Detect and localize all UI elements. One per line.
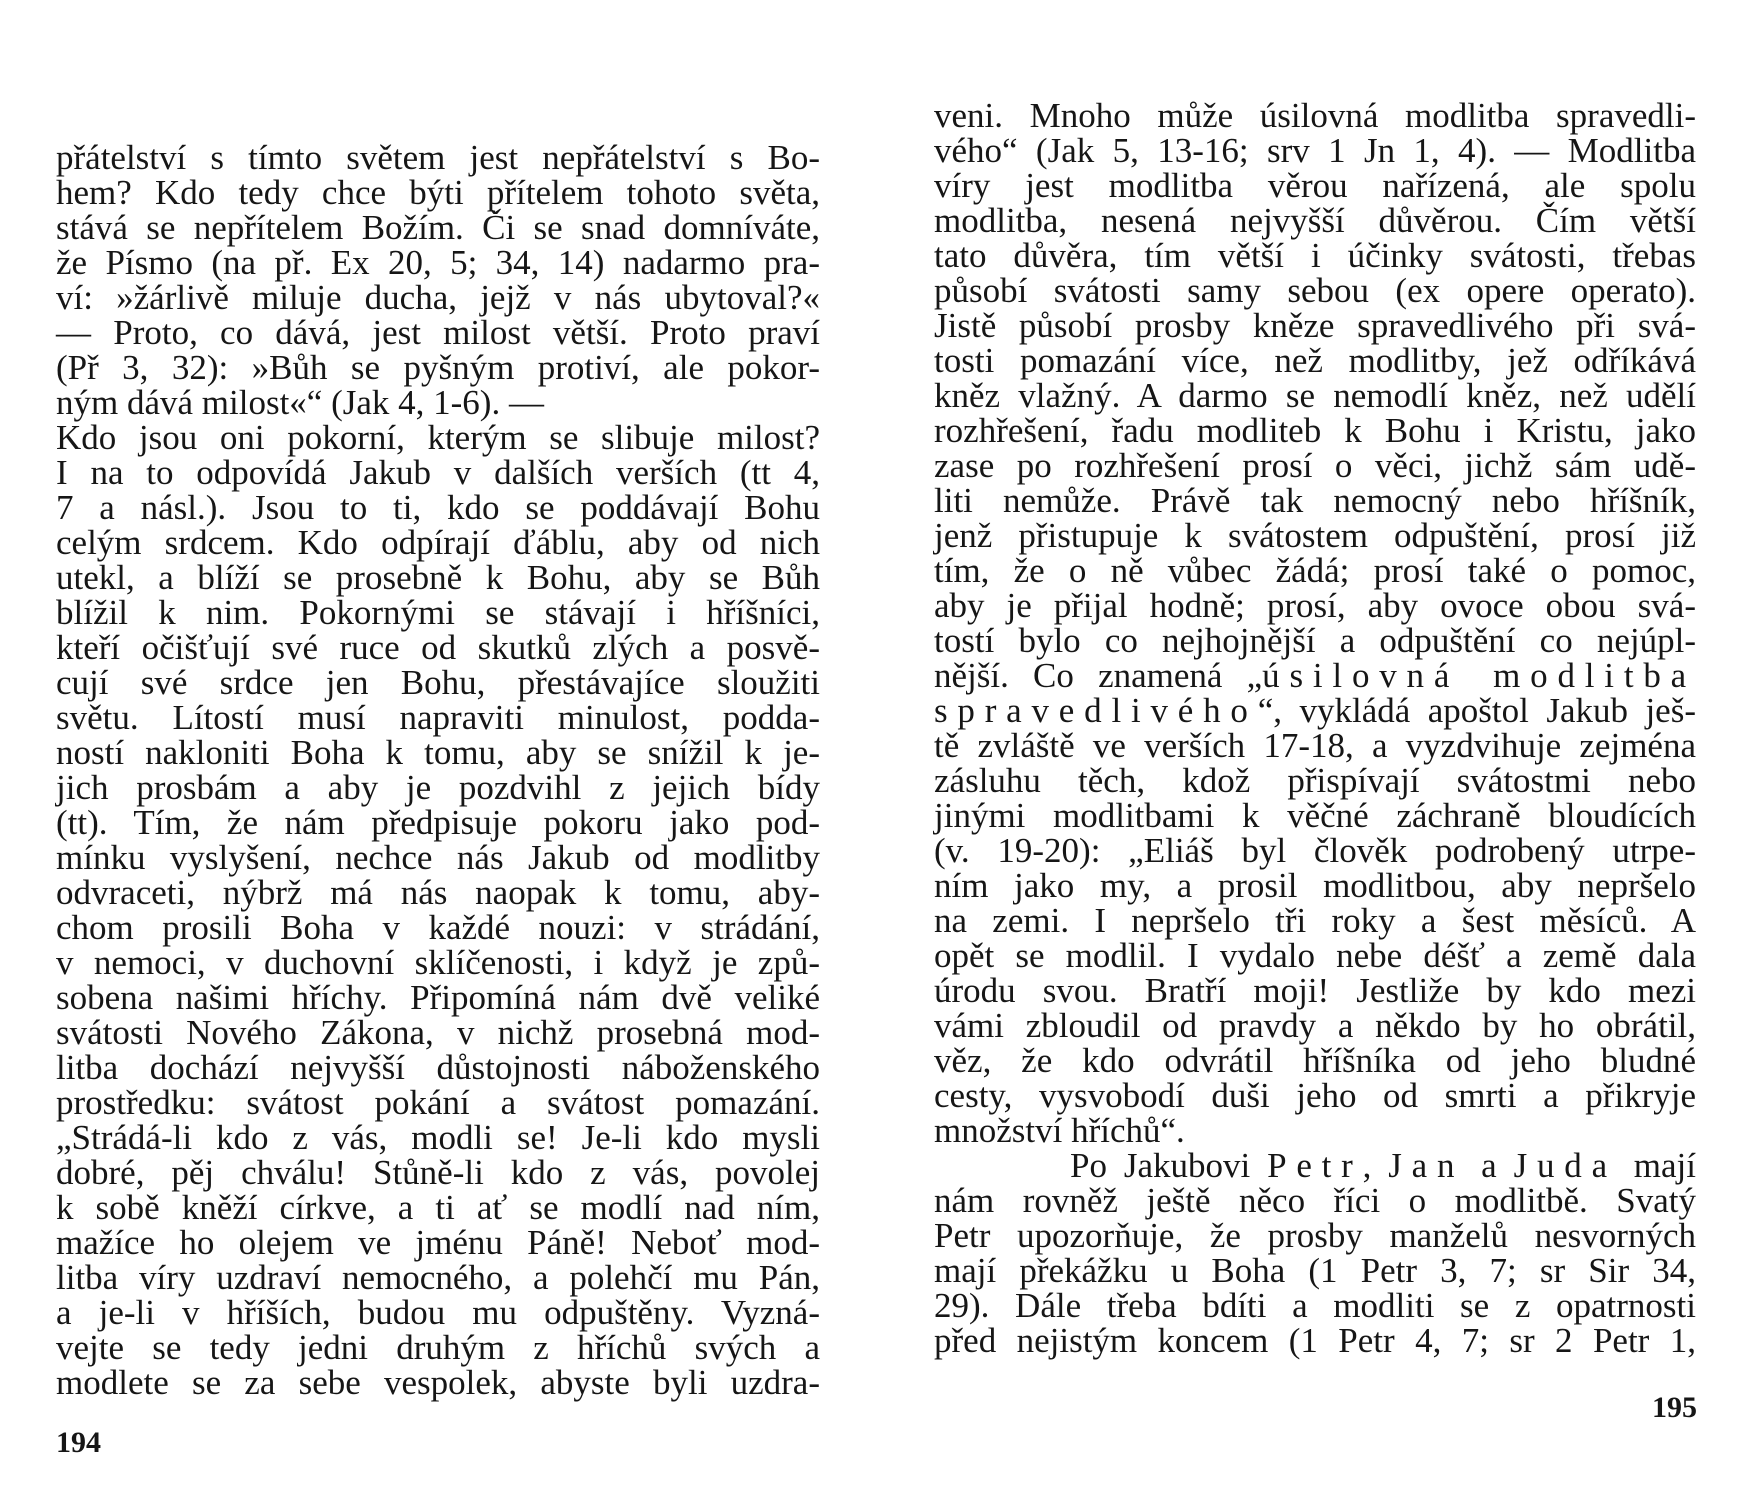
left-page-text: [56, 140, 820, 1400]
text-line: blížil k nim. Pokornými se stávají i hříšníci,: [56, 593, 820, 632]
text-line: modlitba, nesená nejvyšší důvěrou. Čím větší: [934, 201, 1696, 240]
text-line: 7 a násl.). Jsou to ti, kdo se poddávají Bohu: [56, 488, 820, 527]
text-line: hem? Kdo tedy chce býti přítelem tohoto světa,: [56, 173, 820, 212]
text-line: tě zvláště ve verších 17-18, a vyzdvihuje zejména: [934, 726, 1696, 765]
text-line: celým srdcem. Kdo odpírají ďáblu, aby od nich: [56, 523, 820, 562]
text-line: cesty, vysvobodí duši jeho od smrti a přikryje: [934, 1076, 1696, 1115]
spaced-text: spravedlivého: [934, 691, 1258, 730]
text-line: před nejistým koncem (1 Petr 4, 7; sr 2 Petr 1,: [934, 1321, 1696, 1360]
text-line: ví: »žárlivě miluje ducha, jejž v nás ubytoval?«: [56, 278, 820, 317]
text-line: (Př 3, 32): »Bůh se pyšným protiví, ale pokor-: [56, 348, 820, 387]
text-line: [934, 658, 1696, 693]
text-line: a je-li v hříších, budou mu odpuštěny. Vyzná-: [56, 1293, 820, 1332]
spaced-text: úsilovná modlitba: [1262, 656, 1696, 695]
text-line: kněz vlažný. A darmo se nemodlí kněz, než udělí: [934, 376, 1696, 415]
text-line: litba dochází nejvyšší důstojnosti náboženského: [56, 1048, 820, 1087]
text-line: zase po rozhřešení prosí o věci, jichž sám udě-: [934, 446, 1696, 485]
text-line: chom prosili Boha v každé nouzi: v strádání,: [56, 908, 820, 947]
text-line: tosti pomazání více, než modlitby, jež odříkává: [934, 341, 1696, 380]
text-line: (tt). Tím, že nám předpisuje pokoru jako pod-: [56, 803, 820, 842]
text-line: [934, 1148, 1696, 1183]
text-segment: “, vykládá apoštol Jakub ješ-: [1257, 691, 1696, 730]
text-line: víry jest modlitba věrou nařízená, ale spolu: [934, 166, 1696, 205]
text-line: kteří očišťují své ruce od skutků zlých a posvě-: [56, 628, 820, 667]
text-line: — Proto, co dává, jest milost větší. Proto praví: [56, 313, 820, 352]
text-line: že Písmo (na př. Ex 20, 5; 34, 14) nadarmo pra-: [56, 243, 820, 282]
text-line: mažíce ho olejem ve jménu Páně! Neboť mod-: [56, 1223, 820, 1262]
text-line: Jistě působí prosby kněze spravedlivého při svá-: [934, 306, 1696, 345]
text-line: prostředku: svátost pokání a svátost pomazání.: [56, 1083, 820, 1122]
text-line: ností nakloniti Boha k tomu, aby se snížil k je-: [56, 733, 820, 772]
text-line: světu. Lítostí musí napraviti minulost, podda-: [56, 698, 820, 737]
spaced-text: Petr: [1267, 1146, 1363, 1185]
text-line: veni. Mnoho může úsilovná modlitba spravedli-: [934, 96, 1696, 135]
text-line: úrodu svou. Bratří moji! Jestliže by kdo mezi: [934, 971, 1696, 1010]
text-line: stává se nepřítelem Božím. Či se snad domníváte,: [56, 208, 820, 247]
text-line: Kdo jsou oni pokorní, kterým se slibuje milost?: [56, 418, 820, 457]
text-line: mínku vyslyšení, nechce nás Jakub od modlitby: [56, 838, 820, 877]
spaced-text: Jan: [1388, 1146, 1465, 1185]
text-line: sobena našimi hříchy. Připomíná nám dvě veliké: [56, 978, 820, 1017]
text-line: zásluhu těch, kdož přispívají svátostmi nebo: [934, 761, 1696, 800]
text-line: odvraceti, nýbrž má nás naopak k tomu, aby-: [56, 873, 820, 912]
text-line: mají překážku u Boha (1 Petr 3, 7; sr Sir 34,: [934, 1251, 1696, 1290]
text-line: v nemoci, v duchovní sklíčenosti, i když je způ-: [56, 943, 820, 982]
text-line: cují své srdce jen Bohu, přestávajíce sloužiti: [56, 663, 820, 702]
text-line: aby je přijal hodně; prosí, aby ovoce obou svá-: [934, 586, 1696, 625]
text-line: svátosti Nového Zákona, v nichž prosebná mod-: [56, 1013, 820, 1052]
text-line: jenž přistupuje k svátostem odpuštění, prosí již: [934, 516, 1696, 555]
text-line: tato důvěra, tím větší i účinky svátosti, třebas: [934, 236, 1696, 275]
text-line: utekl, a blíží se prosebně k Bohu, aby se Bůh: [56, 558, 820, 597]
text-line: modlete se za sebe vespolek, abyste byli uzdra-: [56, 1363, 820, 1402]
right-page-text: [934, 98, 1696, 1358]
text-line: věz, že kdo odvrátil hříšníka od jeho bludné: [934, 1041, 1696, 1080]
text-line: „Strádá-li kdo z vás, modli se! Je-li kdo mysli: [56, 1118, 820, 1157]
text-line: vejte se tedy jedni druhým z hříchů svých a: [56, 1328, 820, 1367]
text-line: tostí bylo co nejhojnější a odpuštění co nejúpl-: [934, 621, 1696, 660]
text-line: jich prosbám a aby je pozdvihl z jejich bídy: [56, 768, 820, 807]
text-line: dobré, pěj chválu! Stůně-li kdo z vás, povolej: [56, 1153, 820, 1192]
text-line: (v. 19-20): „Eliáš byl člověk podrobený utrpe-: [934, 831, 1696, 870]
spaced-text: Juda: [1513, 1146, 1617, 1185]
text-line: na zemi. I nepršelo tři roky a šest měsíců. A: [934, 901, 1696, 940]
text-line: množství hříchů“.: [934, 1111, 1185, 1150]
text-line: tím, že o ně vůbec žádá; prosí také o pomoc,: [934, 551, 1696, 590]
text-line: vého“ (Jak 5, 13-16; srv 1 Jn 1, 4). — Modlitba: [934, 131, 1696, 170]
text-line: vámi zbloudil od pravdy a někdo by ho obrátil,: [934, 1006, 1696, 1045]
text-segment: a: [1464, 1146, 1514, 1185]
text-line: k sobě kněží církve, a ti ať se modlí nad ním,: [56, 1188, 820, 1227]
text-line: Petr upozorňuje, že prosby manželů nesvorných: [934, 1216, 1696, 1255]
text-segment: ,: [1362, 1146, 1389, 1185]
text-line: [934, 693, 1696, 728]
text-segment: mají: [1616, 1146, 1696, 1185]
text-line: liti nemůže. Právě tak nemocný nebo hříšník,: [934, 481, 1696, 520]
text-segment: nější. Co znamená „: [934, 656, 1263, 695]
text-line: jinými modlitbami k věčné záchraně bloudících: [934, 796, 1696, 835]
text-line: nám rovněž ještě něco říci o modlitbě. Svatý: [934, 1181, 1696, 1220]
text-line: ním jako my, a prosil modlitbou, aby nepršelo: [934, 866, 1696, 905]
text-line: ným dává milost«“ (Jak 4, 1-6). —: [56, 383, 544, 422]
text-line: litba víry uzdraví nemocného, a polehčí mu Pán,: [56, 1258, 820, 1297]
text-segment: Po Jakubovi: [1070, 1146, 1268, 1185]
text-line: I na to odpovídá Jakub v dalších verších (tt 4,: [56, 453, 820, 492]
text-line: rozhřešení, řadu modliteb k Bohu i Kristu, jako: [934, 411, 1696, 450]
left-page-number: 194: [56, 1426, 101, 1459]
text-line: opět se modlil. I vydalo nebe déšť a země dala: [934, 936, 1696, 975]
text-line: přátelství s tímto světem jest nepřátelství s Bo-: [56, 138, 820, 177]
right-page-number: 195: [1652, 1391, 1697, 1424]
text-line: 29). Dále třeba bdíti a modliti se z opatrnosti: [934, 1286, 1696, 1325]
text-line: působí svátosti samy sebou (ex opere operato).: [934, 271, 1696, 310]
